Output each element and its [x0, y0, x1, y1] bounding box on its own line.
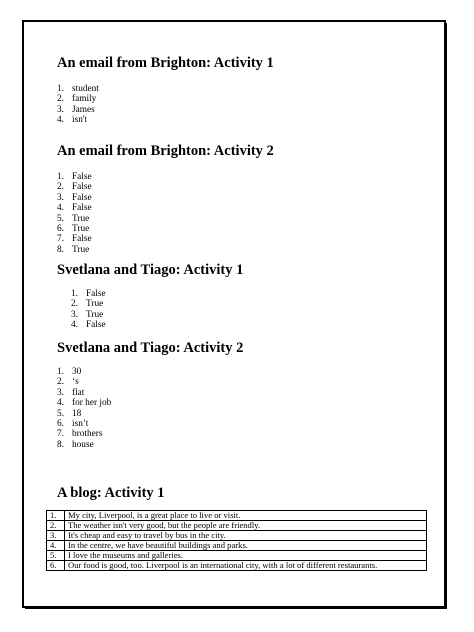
row-number: 6.	[47, 561, 65, 571]
list-item: 3. James	[57, 104, 95, 115]
table-row	[47, 511, 427, 521]
section-svetlana-activity-2	[57, 339, 243, 450]
table-row	[47, 551, 427, 561]
list-item: 5. 18	[57, 408, 82, 419]
row-text: My city, Liverpool, is a great place to live or visit.	[65, 511, 427, 521]
section-title: An email from Brighton: Activity 2	[57, 143, 274, 159]
table-row	[47, 541, 427, 551]
list-item: 2. True	[71, 299, 104, 310]
list-item: 2. ‘s	[57, 377, 79, 388]
section-title: Svetlana and Tiago: Activity 1	[57, 262, 244, 278]
section-title: Svetlana and Tiago: Activity 2	[57, 340, 244, 356]
list-item: 2. family	[57, 94, 97, 105]
section-blog-activity-1	[57, 484, 165, 502]
list-item: 6. isn’t	[57, 419, 89, 430]
section-email-activity-1	[57, 54, 274, 126]
list-item: 2. False	[57, 182, 92, 193]
list-item: 3. False	[57, 192, 92, 203]
table-row	[47, 521, 427, 531]
answer-list	[57, 84, 274, 126]
list-item: 4. for her job	[57, 398, 112, 409]
row-number: 2.	[47, 521, 65, 531]
list-item: 7. False	[57, 234, 92, 245]
list-item: 1. student	[57, 84, 99, 94]
list-item: 4. isn't	[57, 115, 88, 126]
list-item: 8. house	[57, 439, 94, 450]
list-item: 5. True	[57, 213, 90, 224]
list-item: 3. flat	[57, 387, 85, 398]
answer-list	[57, 367, 243, 450]
row-number: 4.	[47, 541, 65, 551]
list-item: 1. 30	[57, 367, 82, 377]
section-svetlana-activity-1	[57, 261, 243, 331]
blog-answer-table	[46, 510, 427, 571]
answer-list	[57, 172, 274, 255]
table-row	[47, 561, 427, 571]
list-item: 4. False	[71, 320, 106, 331]
answer-list	[71, 289, 243, 331]
row-text: I love the museums and galleries.	[65, 551, 427, 561]
list-item: 4. False	[57, 203, 92, 214]
list-item: 1. False	[57, 172, 92, 182]
row-number: 5.	[47, 551, 65, 561]
section-title: A blog: Activity 1	[57, 485, 165, 501]
row-text: It's cheap and easy to travel by bus in the city.	[65, 531, 427, 541]
list-item: 3. True	[71, 309, 104, 320]
list-item: 8. True	[57, 244, 90, 255]
table-row	[47, 531, 427, 541]
row-number: 1.	[47, 511, 65, 521]
row-text: Our food is good, too. Liverpool is an international city, with a lot of different restaurants.	[65, 561, 427, 571]
row-text: In the centre, we have beautiful buildings and parks.	[65, 541, 427, 551]
row-text: The weather isn't very good, but the people are friendly.	[65, 521, 427, 531]
list-item: 7. brothers	[57, 429, 103, 440]
list-item: 6. True	[57, 224, 90, 235]
row-number: 3.	[47, 531, 65, 541]
list-item: 1. False	[71, 289, 106, 299]
section-title: An email from Brighton: Activity 1	[57, 55, 274, 71]
section-email-activity-2	[57, 142, 274, 255]
